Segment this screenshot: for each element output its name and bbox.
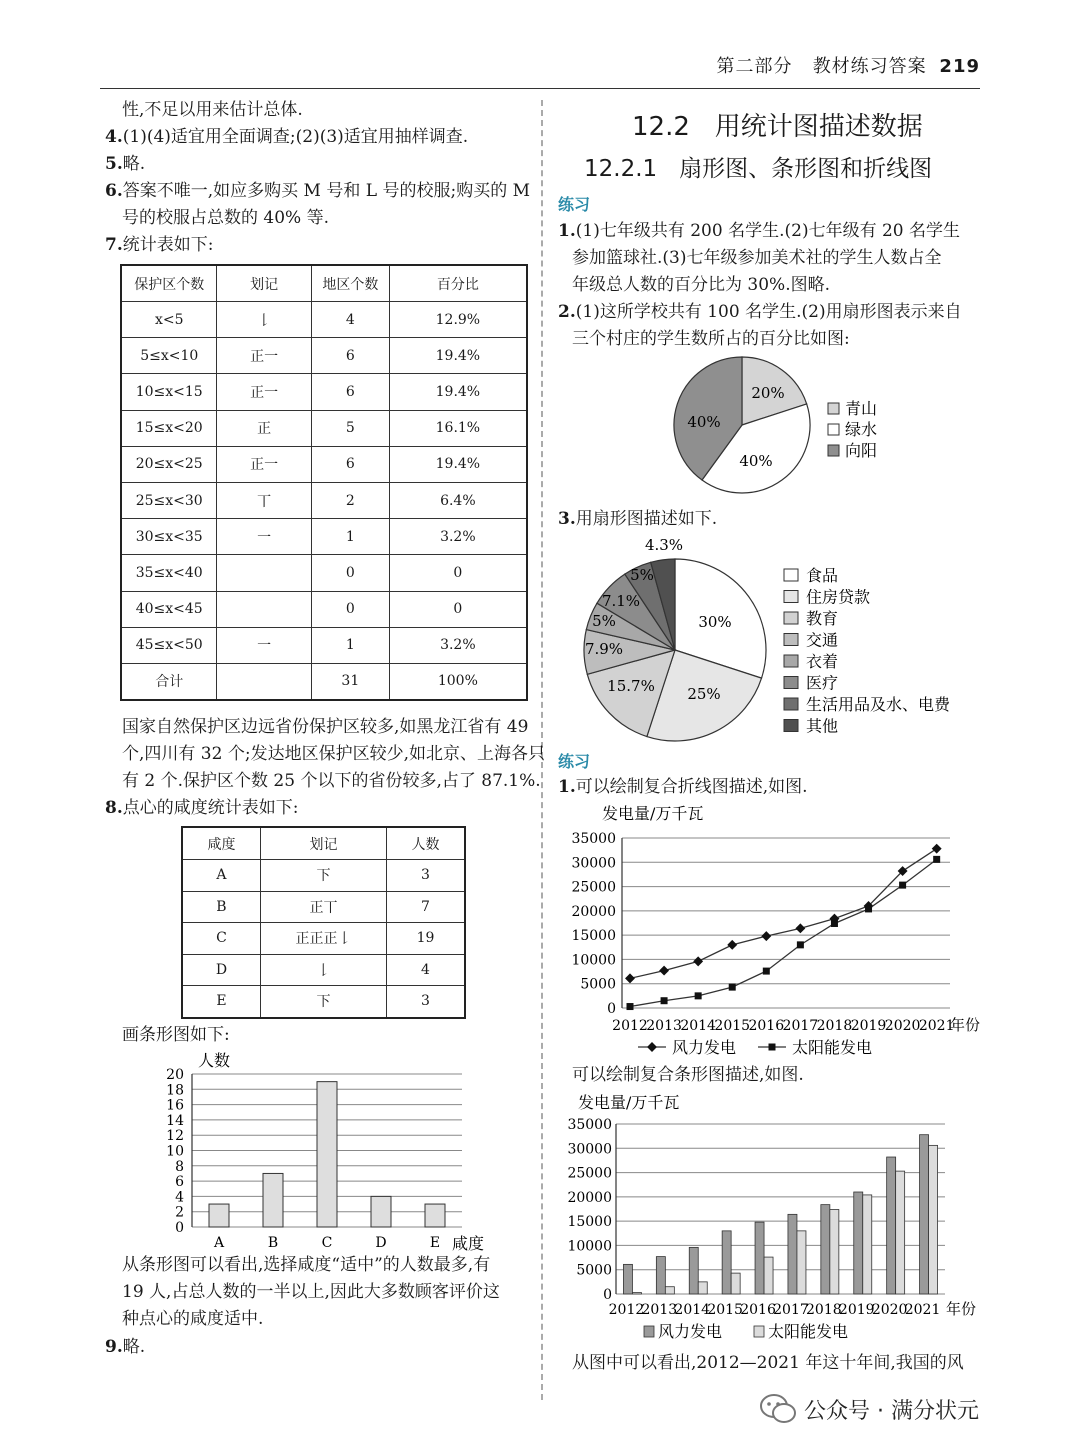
y-tick-label: 15000	[567, 1214, 612, 1231]
table-cell: 6	[311, 338, 389, 374]
r1-text: 可以绘制复合折线图描述,如图.	[575, 777, 808, 797]
data-point	[899, 882, 906, 889]
y-tick-label: 15000	[571, 928, 616, 945]
x-tick-label: 2014	[680, 1018, 716, 1034]
table-cell: 正一	[217, 446, 311, 482]
table-cell: 下	[260, 986, 386, 1018]
slice-label: 15.7%	[607, 677, 655, 695]
data-point	[763, 968, 770, 975]
q5	[105, 151, 145, 178]
p3-num: 3.	[558, 509, 576, 529]
y-tick-label: 10	[166, 1143, 184, 1160]
table-cell: 6.4%	[389, 482, 527, 518]
y-axis-label: 发电量/万千瓦	[602, 804, 704, 823]
power-bar-chart	[560, 1090, 980, 1346]
slice-label: 40%	[739, 452, 773, 470]
table-cell: 3.2%	[389, 519, 527, 555]
bar	[209, 1204, 229, 1227]
table-row	[121, 519, 527, 555]
table-cell: 6	[311, 446, 389, 482]
bar	[896, 1171, 905, 1294]
r1-num: 1.	[558, 777, 576, 797]
expense-pie-chart	[560, 532, 980, 744]
practice-label-1: 练习	[558, 195, 591, 214]
legend-swatch	[784, 591, 798, 603]
legend-swatch	[784, 569, 798, 581]
data-point	[627, 1003, 634, 1010]
legend-swatch	[644, 1326, 654, 1337]
x-axis-label: 年份	[946, 1300, 977, 1318]
q9-text: 略.	[122, 1337, 146, 1357]
legend-swatch	[784, 720, 798, 732]
y-tick-label: 30000	[571, 855, 616, 872]
table-row	[121, 410, 527, 446]
table-cell: 下	[260, 860, 386, 892]
y-tick-label: 25000	[567, 1165, 612, 1182]
legend-swatch	[784, 634, 798, 646]
y-tick-label: 12	[166, 1128, 184, 1145]
header-title: 教材练习答案	[812, 56, 927, 77]
p1-text1: (1)七年级共有 200 名学生.(2)七年级有 20 名学生	[575, 221, 961, 241]
village-pie-chart	[660, 355, 900, 505]
data-point	[795, 923, 805, 933]
para7-line1: 国家自然保护区边远省份保护区较多,如黑龙江省有 49	[122, 717, 529, 737]
table-cell: 45≤x<50	[121, 627, 217, 663]
table-cell: 7	[387, 891, 466, 923]
q4-num: 4.	[105, 127, 123, 147]
table-cell: 3	[387, 986, 466, 1018]
table-cell: 19	[387, 923, 466, 955]
bar	[731, 1273, 740, 1294]
slice-label: 5%	[630, 566, 654, 584]
section-title: 用统计图描述数据	[714, 112, 923, 142]
saltiness-bar-chart	[140, 1046, 500, 1251]
legend-swatch	[784, 698, 798, 710]
legend-swatch	[754, 1326, 764, 1337]
legend-marker	[769, 1044, 776, 1051]
p2-line1	[558, 299, 962, 326]
bar	[656, 1257, 665, 1294]
table-cell: 𠄌	[260, 954, 386, 986]
table-row	[121, 663, 527, 700]
practice-label-2: 练习	[558, 752, 591, 771]
bar	[821, 1205, 830, 1294]
x-tick-label: 2020	[871, 1302, 908, 1318]
table-cell: 5≤x<10	[121, 338, 217, 374]
table-cell: 20≤x<25	[121, 446, 217, 482]
q4	[105, 124, 468, 151]
section-heading	[632, 106, 923, 143]
table-cell	[217, 555, 311, 591]
p3-text: 用扇形图描述如下.	[575, 509, 718, 529]
protected-area-table	[120, 264, 528, 701]
table-row	[121, 302, 527, 338]
q7-num: 7.	[105, 235, 123, 255]
legend-label: 交通	[806, 630, 839, 650]
table-cell: 30≤x<35	[121, 519, 217, 555]
legend-label: 风力发电	[672, 1038, 737, 1057]
table-cell: 1	[311, 627, 389, 663]
legend-marker	[647, 1042, 657, 1052]
q5-num: 5.	[105, 154, 123, 174]
y-tick-label: 20000	[567, 1189, 612, 1206]
para8-line2: 19 人,占总人数的一半以上,因此大多数顾客评价这	[122, 1282, 500, 1302]
data-point	[831, 920, 838, 927]
legend-label: 太阳能发电	[792, 1038, 873, 1057]
bar	[788, 1214, 797, 1294]
table-cell: 正	[217, 410, 311, 446]
slice-label: 30%	[698, 613, 732, 631]
data-point	[625, 973, 635, 983]
slice-label: 5%	[592, 612, 616, 630]
p3	[558, 506, 717, 533]
bar	[722, 1231, 731, 1294]
legend-label: 教育	[806, 609, 839, 628]
table-cell: 19.4%	[389, 374, 527, 410]
table-header-row	[182, 827, 465, 860]
y-tick-label: 25000	[571, 879, 616, 896]
table-cell: 4	[311, 302, 389, 338]
para7-line3: 有 2 个.保护区个数 25 个以下的省份较多,占了 87.1%.	[122, 771, 541, 791]
y-tick-label: 5000	[576, 1262, 612, 1279]
table-header-cell: 保护区个数	[121, 265, 217, 302]
p1-line2: 参加篮球社.(3)七年级参加美术社的学生人数占全	[572, 248, 942, 268]
para8-line3: 种点心的咸度适中.	[122, 1309, 264, 1329]
table-cell: 1	[311, 519, 389, 555]
q6	[105, 178, 530, 205]
page-number: 219	[939, 56, 980, 77]
table-row	[121, 374, 527, 410]
y-tick-label: 2	[175, 1204, 184, 1221]
legend-swatch	[828, 424, 839, 435]
p2-line2: 三个村庄的学生数所占的百分比如图:	[572, 329, 850, 349]
y-tick-label: 18	[166, 1082, 184, 1099]
bar	[863, 1195, 872, 1294]
y-tick-label: 20000	[571, 903, 616, 920]
x-tick-label: 2016	[748, 1018, 785, 1034]
table-cell: 正正正𠄌	[260, 923, 386, 955]
data-point	[693, 956, 703, 966]
legend-swatch	[784, 677, 798, 689]
table-row	[182, 986, 465, 1018]
table-cell: 一	[217, 519, 311, 555]
legend-label: 绿水	[845, 420, 878, 439]
para7-line2: 个,四川有 32 个;发达地区保护区较少,如北京、上海各只	[122, 744, 545, 764]
table-cell: 正丅	[260, 891, 386, 923]
table-cell: 31	[311, 663, 389, 700]
section-number: 12.2	[632, 112, 690, 142]
x-tick-label: B	[267, 1235, 279, 1251]
x-tick-label: 2013	[646, 1018, 682, 1034]
table-cell	[217, 591, 311, 627]
y-tick-label: 10000	[567, 1238, 612, 1255]
bar	[698, 1282, 707, 1294]
subsection-title: 扇形图、条形图和折线图	[679, 156, 933, 182]
table-row	[121, 338, 527, 374]
bar	[623, 1264, 632, 1294]
series-line	[630, 849, 937, 979]
legend-swatch	[828, 403, 839, 414]
q4-text: (1)(4)适宜用全面调查;(2)(3)适宜用抽样调查.	[122, 127, 469, 147]
x-tick-label: E	[429, 1235, 441, 1251]
data-point	[761, 931, 771, 941]
bar	[632, 1293, 641, 1294]
bar	[797, 1231, 806, 1294]
table-cell: 40≤x<45	[121, 591, 217, 627]
legend-label: 住房贷款	[806, 587, 871, 607]
table-cell: 0	[311, 555, 389, 591]
data-point	[797, 941, 804, 948]
table-cell: 25≤x<30	[121, 482, 217, 518]
legend-swatch	[784, 612, 798, 624]
x-tick-label: 2021	[918, 1018, 955, 1034]
table-cell: 一	[217, 627, 311, 663]
table-row	[121, 591, 527, 627]
subsection-heading	[584, 150, 932, 183]
y-tick-label: 4	[175, 1189, 184, 1206]
x-tick-label: 2015	[714, 1018, 751, 1034]
x-tick-label: 2020	[884, 1018, 921, 1034]
table-row	[121, 555, 527, 591]
table-cell: 12.9%	[389, 302, 527, 338]
y-tick-label: 0	[603, 1287, 612, 1303]
slice-label: 20%	[751, 384, 785, 402]
table-header-cell: 划记	[217, 265, 311, 302]
table-header-cell: 划记	[260, 827, 386, 860]
p1-line3: 年级总人数的百分比为 30%.图略.	[572, 275, 830, 295]
table-cell: x<5	[121, 302, 217, 338]
q5-text: 略.	[122, 154, 146, 174]
table-cell: B	[182, 891, 260, 923]
table-cell: 4	[387, 954, 466, 986]
legend-label: 太阳能发电	[768, 1322, 849, 1341]
q7-text: 统计表如下:	[122, 235, 214, 255]
q8-text: 点心的咸度统计表如下:	[122, 798, 299, 818]
y-tick-label: 16	[166, 1097, 184, 1114]
saltiness-table	[181, 826, 466, 1019]
x-tick-label: 2013	[641, 1302, 678, 1318]
data-point	[932, 844, 942, 854]
table-cell: 10≤x<15	[121, 374, 217, 410]
bar	[887, 1157, 896, 1294]
legend-label: 其他	[806, 716, 839, 736]
line-intro2: 可以绘制复合条形图描述,如图.	[572, 1065, 804, 1085]
p1-line1	[558, 218, 960, 245]
bar-intro: 画条形图如下:	[122, 1025, 230, 1045]
legend-label: 衣着	[806, 652, 839, 671]
table-row	[182, 860, 465, 892]
legend-label: 生活用品及水、电费	[806, 695, 951, 714]
q9-num: 9.	[105, 1337, 123, 1357]
table-header-cell: 地区个数	[311, 265, 389, 302]
last-line: 从图中可以看出,2012—2021 年这十年间,我国的风	[572, 1353, 964, 1373]
data-point	[695, 992, 702, 999]
q7	[105, 232, 213, 259]
table-cell: 6	[311, 374, 389, 410]
bar	[371, 1196, 391, 1227]
q8	[105, 795, 298, 822]
q6-text1: 答案不唯一,如应多购买 M 号和 L 号的校服;购买的 M	[122, 181, 531, 201]
bar	[920, 1135, 929, 1294]
table-cell: D	[182, 954, 260, 986]
table-cell: 15≤x<20	[121, 410, 217, 446]
table-header-cell: 人数	[387, 827, 466, 860]
table-header-cell: 咸度	[182, 827, 260, 860]
table-cell: 3	[387, 860, 466, 892]
page-header	[717, 52, 980, 78]
x-tick-label: 2017	[773, 1302, 809, 1318]
y-tick-label: 35000	[571, 831, 616, 847]
watermark-text: 公众号 · 满分状元	[804, 1399, 979, 1424]
slice-label: 7.9%	[584, 640, 624, 658]
q9	[105, 1334, 145, 1361]
x-axis-label: 咸度	[452, 1234, 485, 1251]
data-point	[727, 940, 737, 950]
slice-label: 25%	[687, 685, 721, 703]
x-tick-label: D	[375, 1235, 387, 1251]
table-cell: 0	[389, 591, 527, 627]
bar	[830, 1209, 839, 1294]
table-header-row	[121, 265, 527, 302]
x-tick-label: 2015	[707, 1302, 743, 1318]
x-tick-label: A	[213, 1235, 225, 1251]
legend-label: 医疗	[806, 673, 839, 693]
slice-label: 4.3%	[644, 536, 684, 554]
bar	[317, 1082, 337, 1227]
data-point	[865, 905, 872, 912]
table-cell: 35≤x<40	[121, 555, 217, 591]
header-section: 第二部分	[716, 56, 793, 77]
bar	[665, 1287, 674, 1294]
p2-text1: (1)这所学校共有 100 名学生.(2)用扇形图表示来自	[575, 302, 962, 322]
legend-label: 风力发电	[658, 1322, 723, 1341]
x-tick-label: 2019	[850, 1018, 887, 1034]
x-tick-label: 2019	[838, 1302, 875, 1318]
y-tick-label: 8	[175, 1158, 184, 1175]
x-tick-label: 2021	[904, 1302, 941, 1318]
p2-num: 2.	[558, 302, 576, 322]
y-tick-label: 10000	[571, 952, 616, 969]
data-point	[659, 966, 669, 976]
legend-label: 食品	[806, 566, 839, 585]
table-row	[182, 954, 465, 986]
table-header-cell: 百分比	[389, 265, 527, 302]
table-cell: 0	[311, 591, 389, 627]
bar	[689, 1247, 698, 1294]
table-cell: C	[182, 923, 260, 955]
bar	[263, 1173, 283, 1227]
y-tick-label: 20	[166, 1067, 184, 1083]
q8-num: 8.	[105, 798, 123, 818]
table-cell: A	[182, 860, 260, 892]
table-cell: 0	[389, 555, 527, 591]
y-axis-label: 发电量/万千瓦	[578, 1093, 680, 1112]
data-point	[729, 984, 736, 991]
legend-swatch	[828, 445, 839, 456]
slice-label: 7.1%	[601, 592, 641, 610]
bar	[854, 1192, 863, 1294]
x-axis-label: 年份	[950, 1016, 980, 1034]
data-point	[933, 856, 940, 863]
table-row	[121, 446, 527, 482]
q6-line2: 号的校服占总数的 40% 等.	[122, 208, 329, 228]
y-tick-label: 35000	[567, 1117, 612, 1133]
table-row	[182, 923, 465, 955]
table-cell: 正一	[217, 338, 311, 374]
table-cell: 2	[311, 482, 389, 518]
y-tick-label: 6	[175, 1174, 184, 1191]
data-point	[661, 997, 668, 1004]
table-cell: E	[182, 986, 260, 1018]
y-tick-label: 5000	[580, 976, 616, 993]
y-tick-label: 0	[175, 1220, 184, 1236]
p1-num: 1.	[558, 221, 576, 241]
legend-swatch	[784, 655, 798, 667]
table-cell: 19.4%	[389, 446, 527, 482]
table-row	[121, 482, 527, 518]
table-row	[121, 627, 527, 663]
x-tick-label: 2014	[674, 1302, 711, 1318]
line-cont: 性,不足以用来估计总体.	[122, 100, 303, 120]
subsection-number: 12.2.1	[584, 156, 658, 182]
r1	[558, 774, 808, 801]
para8-line1: 从条形图可以看出,选择咸度“适中”的人数最多,有	[122, 1255, 491, 1275]
power-line-chart	[560, 798, 980, 1060]
x-tick-label: 2017	[782, 1018, 819, 1034]
legend-label: 向阳	[845, 441, 878, 460]
table-cell: 5	[311, 410, 389, 446]
table-cell	[217, 663, 311, 700]
bar	[755, 1222, 764, 1294]
x-tick-label: C	[321, 1235, 333, 1251]
watermark	[700, 1390, 1050, 1430]
table-cell: 合计	[121, 663, 217, 700]
table-cell: 16.1%	[389, 410, 527, 446]
table-cell: 3.2%	[389, 627, 527, 663]
table-cell: 丅	[217, 482, 311, 518]
legend-label: 青山	[845, 399, 878, 418]
table-row	[182, 891, 465, 923]
series-line	[630, 859, 937, 1006]
bar	[929, 1145, 938, 1294]
y-tick-label: 30000	[567, 1141, 612, 1158]
table-cell: 正一	[217, 374, 311, 410]
table-cell: 𠄌	[217, 302, 311, 338]
x-tick-label: 2016	[740, 1302, 776, 1318]
y-axis-label: 人数	[198, 1051, 231, 1070]
bar	[764, 1257, 773, 1294]
bar	[425, 1204, 445, 1227]
x-tick-label: 2018	[806, 1302, 842, 1318]
wechat-icon	[758, 1392, 798, 1426]
slice-label: 40%	[687, 413, 721, 431]
header-rule	[100, 88, 980, 89]
x-tick-label: 2018	[816, 1018, 853, 1034]
table-cell: 19.4%	[389, 338, 527, 374]
q6-num: 6.	[105, 181, 123, 201]
x-tick-label: 2012	[612, 1018, 648, 1034]
x-tick-label: 2012	[608, 1302, 645, 1318]
table-cell: 100%	[389, 663, 527, 700]
y-tick-label: 0	[607, 1001, 616, 1017]
y-tick-label: 14	[166, 1112, 184, 1129]
